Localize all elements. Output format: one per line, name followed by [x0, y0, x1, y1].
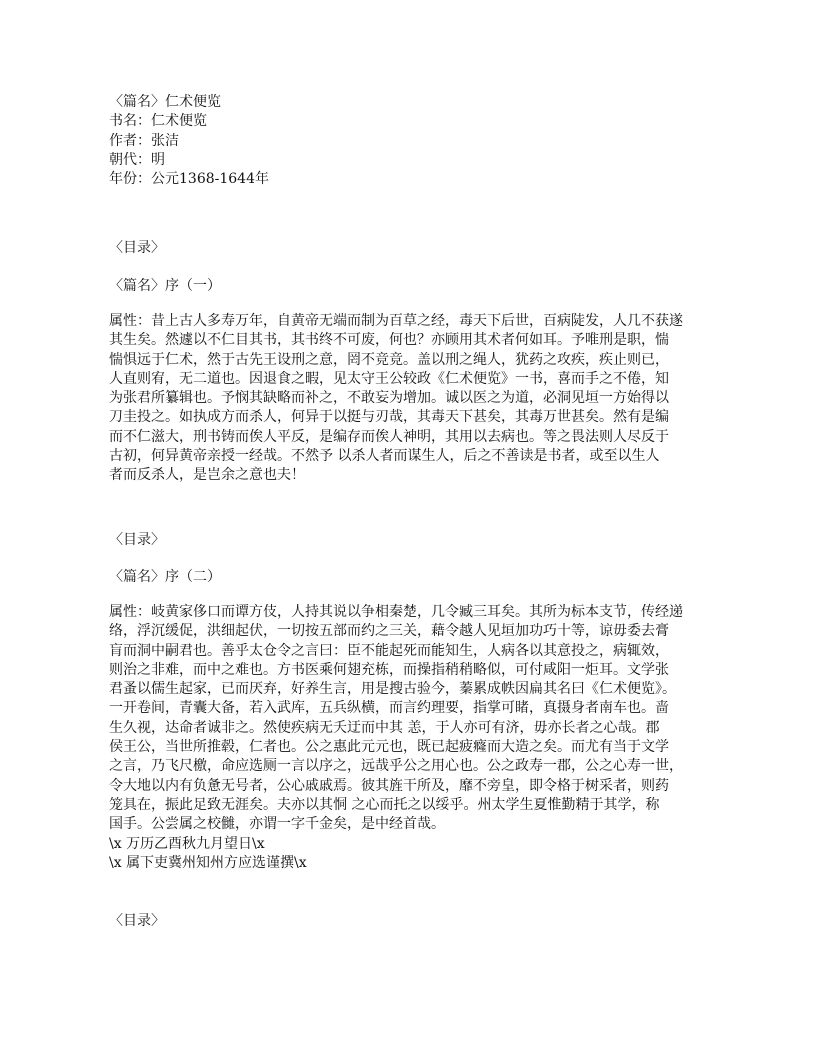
body-line: 生久视，达命者诚非之。然使疾病无夭迂而中其 恙，于人亦可有济，毋亦长者之心哉。郡: [109, 719, 660, 736]
toc-link[interactable]: 〈目录〉: [109, 532, 165, 548]
section-title: 〈篇名〉序（二）: [109, 569, 221, 585]
body-line: 者而反杀人，是岂余之意也夫！: [109, 467, 305, 484]
meta-line: 书名：仁术便览: [109, 113, 207, 130]
body-line: 之言，乃飞尺檄，命应选厕一言以序之，远哉乎公之用心也。公之政寿一郡，公之心寿一世，: [109, 758, 683, 775]
body-line: 刀圭投之。如执成方而杀人，何异于以挺与刃哉，其毒天下甚矣，其毒万世甚矣。然有是编: [109, 409, 669, 426]
body-line: 人直则宥，无二道也。因退食之暇，见太守王公较政《仁术便览》一书，喜而手之不倦，知: [109, 370, 669, 387]
author-line: \x 属下吏冀州知州方应选谨撰\x: [109, 854, 307, 871]
section-body: [109, 312, 709, 486]
body-line: 则治之非难，而中之难也。方书医乘何翅充栋，而操指稍稍略似，可付咸阳一炬耳。文学张: [109, 661, 669, 678]
body-line: 笼具在，振此足致无涯矣。夫亦以其恫 之心而托之以绥乎。州太学生夏惟勤精于其学，称: [109, 796, 660, 813]
body-line: 而不仁滋大，刑书铸而俟人平反，是编存而俟人神明，其用以去病也。等之畏法则人尽反于: [109, 428, 669, 445]
body-line: 令大地以内有负惫无号者，公心戚戚焉。彼其旌干所及，靡不旁皇，即令格于树采者，则药: [109, 777, 669, 794]
body-line: 属性：昔上古人多寿万年，自黄帝无端而制为百草之经，毒天下后世，百病陡发，人几不获遂: [109, 313, 683, 329]
section-title: 〈篇名〉序（一）: [109, 278, 221, 294]
body-line: 络，浮沉缓促，洪细起伏，一切按五部而约之三关，藉令越人见垣加功巧十等，谅毋委去膏: [109, 623, 669, 640]
body-line: 侯王公，当世所推毂，仁者也。公之惠此元元也，既已起疲癃而大造之矣。而尤有当于文学: [109, 739, 669, 756]
body-line: 君蚤以儒生起家，已而厌弃，好养生言，用是搜古验今，蓁累成帙因扁其名曰《仁术便览》。: [109, 681, 676, 698]
body-line: 肓而洞中嗣君也。善乎太仓令之言曰：臣不能起死而能知生，人病各以其意投之，病辄效，: [109, 642, 669, 659]
body-line: 为张君所纂辑也。予悯其缺略而补之，不敢妄为增加。诚以医之为道，必洞见垣一方始得以: [109, 390, 669, 407]
toc-link[interactable]: 〈目录〉: [109, 240, 165, 256]
date-line: \x 万历乙酉秋九月望日\x: [109, 835, 265, 852]
meta-line: 〈篇名〉仁术便览: [109, 94, 221, 110]
body-line: 属性：岐黄家侈口而谭方伎，人持其说以争相秦楚，几令臧三耳矣。其所为标本支节，传经递: [109, 604, 683, 620]
body-line: 古初，何异黄帝亲授一经哉。不然予 以杀人者而谋生人，后之不善读是书者，或至以生人: [109, 448, 660, 465]
body-line: 国手。公尝属之校雠，亦谓一字千金矣，是中经首哉。: [109, 816, 445, 833]
meta-line: 年份：公元1368-1644年: [109, 171, 269, 188]
body-line: 惴惧远于仁术，然于古先王设刑之意，罔不竞竞。盖以刑之绳人，犹药之攻疾，疾止则已，: [109, 351, 669, 368]
meta-line: 作者：张洁: [109, 132, 179, 149]
meta-line: 朝代：明: [109, 151, 165, 168]
toc-link[interactable]: 〈目录〉: [109, 913, 165, 929]
book-metadata: [109, 93, 709, 189]
body-line: 一开卷间，青囊大备，若入武库，五兵纵横，而言约理要，指掌可睹，真摄身者南车也。啬: [109, 700, 669, 717]
body-line: 其生矣。然遽以不仁目其书，其书终不可废，何也？亦顾用其术者何如耳。予唯刑是职，惴: [109, 332, 669, 349]
section-body: [109, 603, 709, 873]
